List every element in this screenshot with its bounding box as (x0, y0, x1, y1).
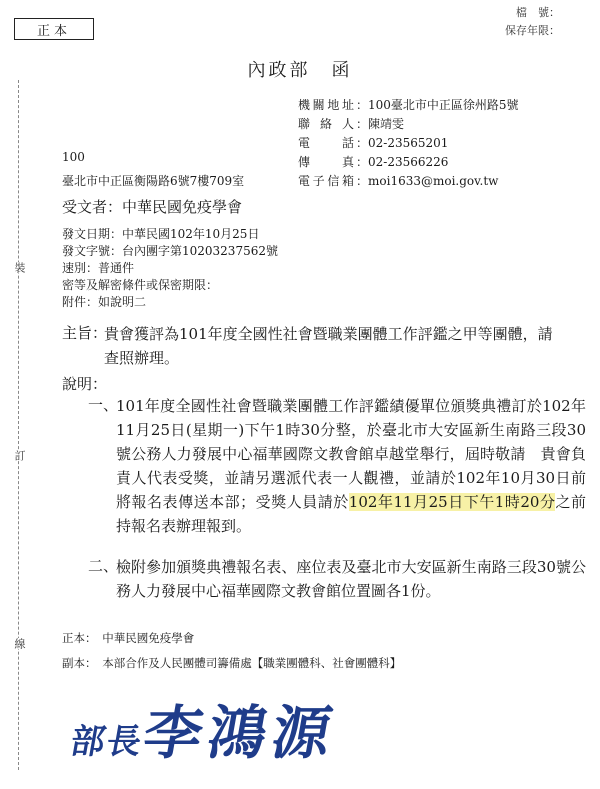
confidentiality: 密等及解密條件或保密期限： (62, 278, 219, 292)
retention-period-label: 保存年限： (505, 24, 560, 37)
contact-person-value: ：陳靖雯 (356, 117, 405, 131)
subject-label: 主旨： (62, 324, 108, 342)
contact-phone-value: ：02-23565201 (356, 136, 449, 150)
urgency: 速別：普通件 (62, 261, 135, 275)
signature-name: 李鴻源 (138, 699, 343, 767)
contact-address-value: ：100臺北市中正區徐州路5號 (356, 98, 519, 112)
item-1-text (116, 394, 586, 538)
file-number-row (498, 4, 560, 20)
margin-mark-binding: 裝 (4, 262, 34, 273)
copy-recipient-line: 副本： 本部合作及人民團體司籌備處【職業團體科、社會團體科】 (62, 656, 402, 670)
recipient-address: 臺北市中正區衡陽路6號7樓709室 (62, 174, 245, 188)
original-recipient-line: 正本： 中華民國免疫學會 (62, 631, 195, 645)
contact-fax (298, 153, 448, 170)
contact-phone-label: 電話 (298, 136, 354, 150)
item-1-text-after: 之前持報名表辦理報到。 (116, 493, 586, 535)
contact-fax-value: ：02-23566226 (356, 155, 449, 169)
margin-mark-line: 線 (4, 638, 34, 649)
item-1-number: 一、 (88, 396, 119, 414)
contact-address (298, 96, 519, 113)
contact-phone (298, 134, 448, 151)
margin-mark-staple: 訂 (4, 450, 34, 461)
minister-signature (66, 686, 345, 770)
contact-person (298, 115, 404, 132)
postal-code: 100 (62, 150, 85, 164)
contact-fax-label: 傳真 (298, 155, 354, 169)
issue-number: 發文字號：台內團字第10203237562號 (62, 244, 278, 258)
contact-email-value: ：moi1633@moi.gov.tw (356, 174, 499, 188)
file-number-label: 檔 號： (516, 6, 560, 19)
item-2-number: 二、 (88, 557, 119, 575)
issue-date: 發文日期：中華民國102年10月25日 (62, 227, 260, 241)
subject-text: 貴會獲評為101年度全國性社會暨職業團體工作評鑑之甲等團體，請 查照辦理。 (104, 325, 568, 367)
item-1-highlight: 102年11月25日下午1時20分 (348, 493, 556, 511)
contact-address-label: 機關地址 (298, 98, 354, 112)
contact-email-label: 電子信箱 (298, 174, 354, 188)
document-title: 內政部 函 (247, 60, 353, 81)
recipient: 受文者：中華民國免疫學會 (62, 198, 243, 216)
retention-period-row (498, 22, 560, 38)
original-copy-stamp: 正本 (14, 18, 94, 40)
binding-dashed-line (18, 80, 19, 770)
signature-title: 部長 (67, 722, 147, 762)
contact-email (298, 172, 498, 189)
contact-person-label: 聯絡人 (298, 117, 354, 131)
explanation-label: 說明： (62, 375, 108, 393)
item-1-text-before: 101年度全國性社會暨職業團體工作評鑑績優單位頒獎典禮訂於102年11月25日(星期一)下午1時30分整，於臺北市大安區新生南路三段30號公務人力發展中心福華國際文教會館卓越堂舉行，屆時敬請 貴會負責人代表受獎，並請另選派代表一人觀禮，並請於102年10月30日前將報名表傳送本部；受獎人員請於 (116, 397, 586, 511)
item-2-text: 檢附參加頒獎典禮報名表、座位表及臺北市大安區新生南路三段30號公務人力發展中心福華國際文教會館位置圖各1份。 (116, 558, 586, 600)
attachment: 附件：如說明二 (62, 295, 147, 309)
